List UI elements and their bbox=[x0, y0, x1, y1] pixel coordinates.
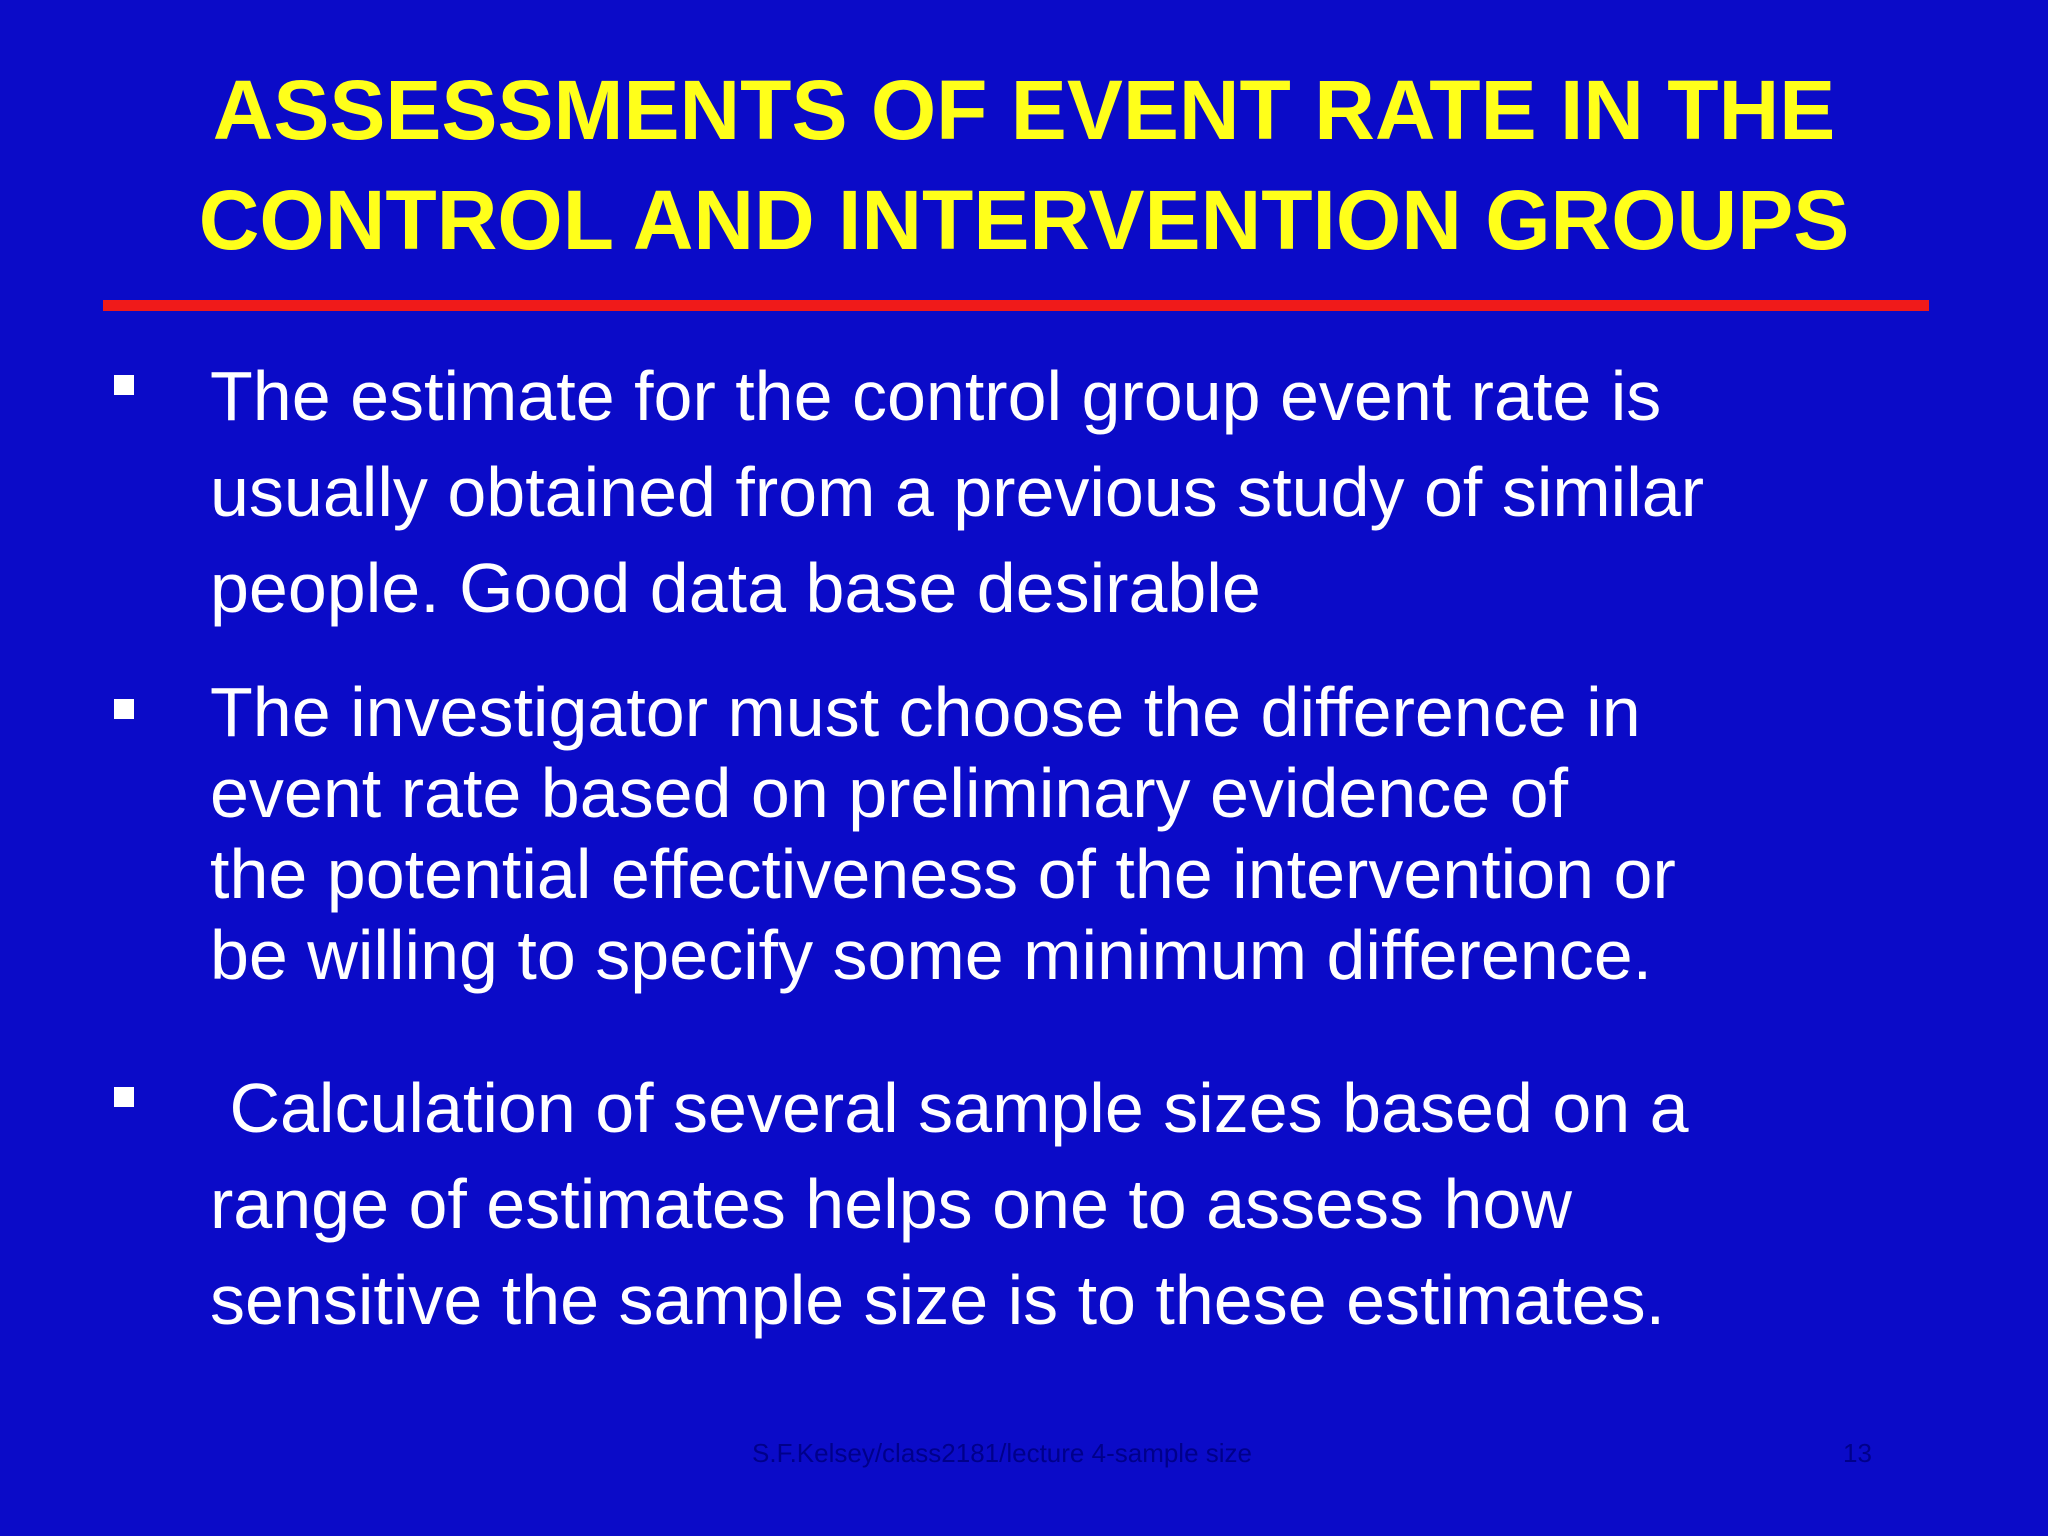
bullet-line: the potential effectiveness of the intervention or bbox=[210, 835, 1676, 913]
bullet-line: The investigator must choose the difference in bbox=[210, 673, 1641, 751]
page-number: 13 bbox=[1843, 1438, 1872, 1468]
title-divider bbox=[103, 300, 1929, 311]
square-bullet-icon bbox=[114, 375, 134, 395]
slide-title-line: ASSESSMENTS OF EVENT RATE IN THE bbox=[212, 63, 1836, 157]
bullet-line: event rate based on preliminary evidence of bbox=[210, 754, 1569, 832]
bullet-line: be willing to specify some minimum difference. bbox=[210, 916, 1653, 994]
bullet-line: sensitive the sample size is to these estimates. bbox=[210, 1261, 1666, 1339]
square-bullet-icon bbox=[114, 1087, 134, 1107]
square-bullet-icon bbox=[114, 699, 134, 719]
bullet-line: The estimate for the control group event rate is bbox=[210, 357, 1662, 435]
slide-title-line: CONTROL AND INTERVENTION GROUPS bbox=[198, 173, 1850, 267]
bullet-text bbox=[210, 348, 2010, 636]
bullet-line: usually obtained from a previous study of similar bbox=[210, 453, 1705, 531]
bullet-line: people. Good data base desirable bbox=[210, 549, 1261, 627]
bullet-line: range of estimates helps one to assess how bbox=[210, 1165, 1572, 1243]
bullet-text bbox=[210, 1060, 2010, 1348]
bullet-line: Calculation of several sample sizes based on a bbox=[210, 1069, 1689, 1147]
slide-title bbox=[0, 55, 2048, 275]
footer-source: S.F.Kelsey/class2181/lecture 4-sample size bbox=[752, 1438, 1253, 1468]
bullet-text bbox=[210, 672, 2010, 996]
